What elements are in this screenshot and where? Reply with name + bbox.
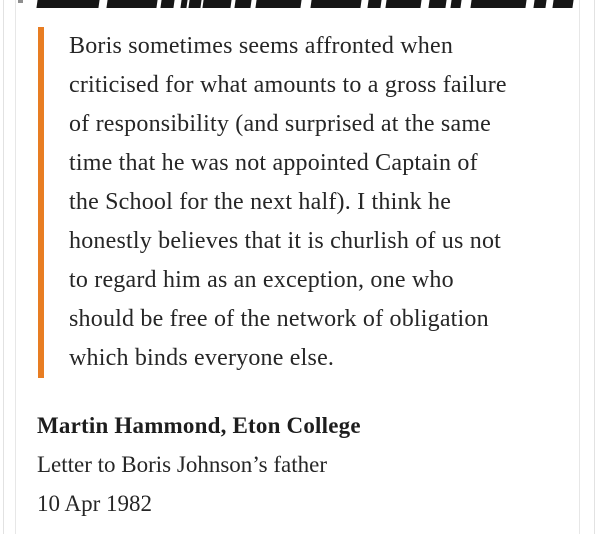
quote-line: to regard him as an exception, one who	[69, 267, 454, 293]
attribution-block	[37, 406, 361, 523]
headline-letter-fragment	[160, 0, 174, 8]
quote-line: honestly believes that it is churlish of us not	[69, 228, 502, 254]
headline-letter-fragment	[367, 0, 381, 8]
headline-letter-fragment	[310, 0, 361, 8]
article-card	[15, 0, 580, 534]
attribution-date: 10 Apr 1982	[37, 491, 152, 516]
outer-left-border	[3, 0, 4, 534]
headline-letter-fragment	[188, 0, 201, 8]
headline-letter-fragment	[255, 0, 301, 8]
headline-letter-fragment	[470, 0, 526, 8]
headline-letter-fragment	[552, 0, 573, 8]
quote-text	[69, 27, 507, 378]
headline-letter-fragment	[106, 0, 157, 8]
attribution-source: Letter to Boris Johnson’s father	[37, 452, 328, 477]
headline-letter-fragment	[533, 0, 546, 8]
quote-line: of responsibility (and surprised at the same	[69, 111, 492, 137]
blockquote	[38, 27, 507, 378]
quote-line: criticised for what amounts to a gross failure	[69, 72, 507, 98]
headline-letter-fragment	[36, 0, 99, 8]
quote-line: time that he was not appointed Captain of	[69, 150, 478, 176]
headline-letter-fragment	[180, 0, 187, 8]
headline-letter-fragment	[202, 0, 231, 8]
headline-letter-fragment	[385, 0, 421, 8]
cropped-headline-band	[16, 0, 579, 10]
attribution-author: Martin Hammond, Eton College	[37, 413, 361, 438]
headline-letter-fragment	[428, 0, 446, 8]
quote-line: the School for the next half). I think he	[69, 189, 452, 215]
cropped-corner-mark	[18, 0, 23, 3]
headline-letter-fragment	[234, 0, 251, 8]
outer-right-border	[594, 0, 595, 534]
quote-line: should be free of the network of obligation	[69, 306, 489, 332]
quote-line: which binds everyone else.	[69, 345, 335, 371]
quote-line: Boris sometimes seems affronted when	[69, 33, 454, 59]
headline-letter-fragment	[450, 0, 461, 8]
